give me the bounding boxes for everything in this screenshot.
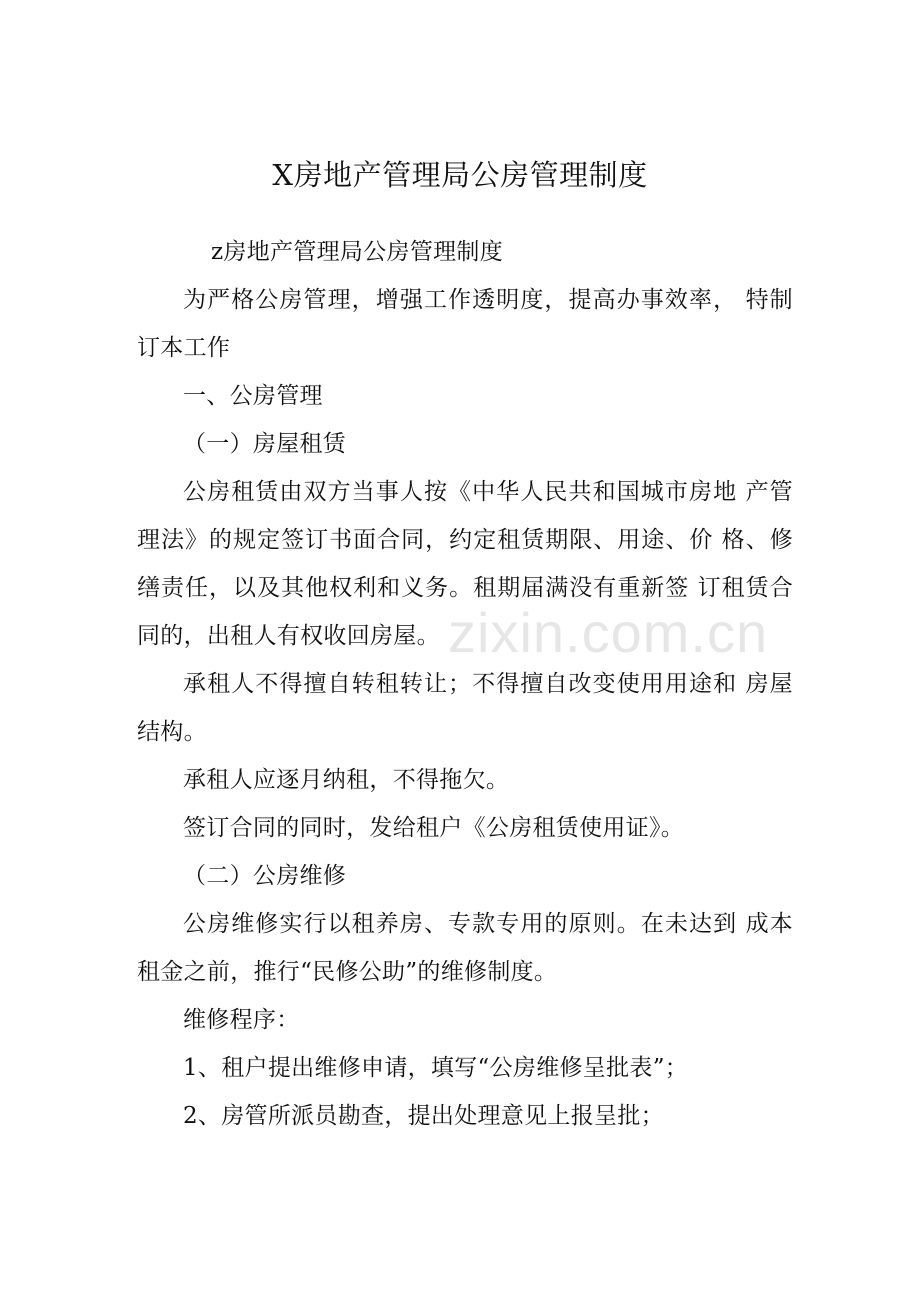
lease-paragraph: 公房租赁由双方当事人按《中华人民共和国城市房地 产管理法》的规定签订书面合同，约定租赁期限、用途、价 格、修缮责任，以及其他权利和义务。租期届满没有重新签 订租赁合同的，出租人有权收回房屋。: [137, 479, 793, 649]
document-subtitle: z房地产管理局公房管理制度: [211, 239, 504, 265]
rent-payment-paragraph: 承租人应逐月纳租，不得拖欠。: [183, 767, 510, 793]
watermark: zixin.com.cn: [448, 601, 769, 664]
document-title: X房地产管理局公房管理制度: [272, 158, 648, 192]
intro-paragraph: 为严格公房管理，增强工作透明度，提高办事效率， 特制订本工作: [137, 287, 793, 361]
section-heading-1: 一、公房管理: [183, 383, 323, 409]
subsection-heading-2: （二）公房维修: [183, 863, 347, 889]
maintenance-procedure-heading: 维修程序：: [183, 1007, 300, 1033]
document-body: [137, 228, 793, 1140]
procedure-step-1: 1、租户提出维修申请，填写“公房维修呈批表”；: [183, 1055, 689, 1081]
procedure-step-2: 2、房管所派员勘查，提出处理意见上报呈批；: [183, 1103, 664, 1129]
subsection-heading-1: （一）房屋租赁: [183, 431, 347, 457]
certificate-paragraph: 签订合同的同时，发给租户《公房租赁使用证》。: [183, 815, 685, 841]
maintenance-principle-paragraph: 公房维修实行以租养房、专款专用的原则。在未达到 成本租金之前，推行“民修公助”的维修制度。: [137, 911, 793, 985]
sublease-rule-paragraph: 承租人不得擅自转租转让；不得擅自改变使用用途和 房屋结构。: [137, 671, 793, 745]
